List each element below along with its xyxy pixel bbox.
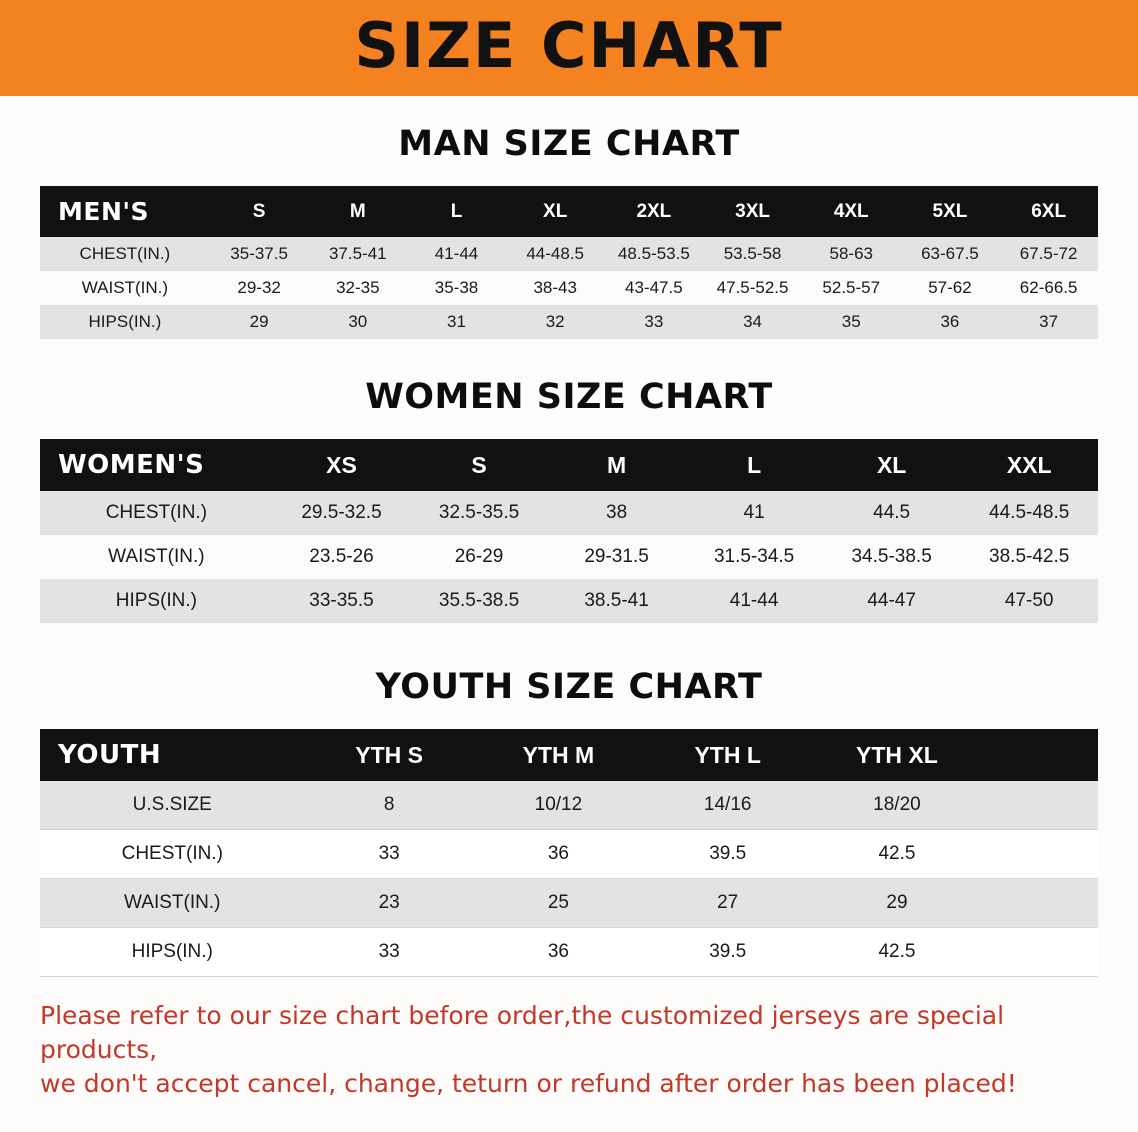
table-row	[40, 305, 1098, 339]
table-row	[40, 879, 1098, 928]
man-section-heading: MAN SIZE CHART	[398, 124, 740, 164]
women-cell: 38	[606, 502, 628, 523]
women-row-label-header: WOMEN'S	[58, 450, 205, 480]
youth-cell: 8	[383, 794, 395, 815]
man-cell: 30	[348, 312, 368, 331]
women-cell: 31.5-34.5	[713, 546, 795, 567]
table-row	[40, 535, 1098, 579]
women-cell: 38.5-42.5	[989, 546, 1070, 567]
youth-cell: 33	[378, 941, 400, 962]
table-header-row	[40, 729, 1098, 781]
man-cell: 36	[940, 312, 960, 331]
youth-cell: 25	[547, 892, 569, 913]
banner	[0, 0, 1138, 96]
youth-cell-spacer	[982, 879, 1098, 928]
women-cell: 26-29	[454, 546, 504, 567]
youth-cell: 36	[547, 843, 569, 864]
youth-cell-spacer	[982, 830, 1098, 879]
women-table-wrap	[0, 439, 1138, 623]
table-row	[40, 830, 1098, 879]
women-row-label: HIPS(IN.)	[115, 590, 198, 611]
man-cell: 32	[545, 312, 565, 331]
youth-cell: 18/20	[873, 794, 921, 815]
man-cell: 29-32	[237, 278, 281, 297]
women-cell: 47-50	[1004, 590, 1054, 611]
table-row	[40, 491, 1098, 535]
youth-col-header-spacer	[982, 729, 1098, 781]
women-col-header: XL	[876, 451, 907, 478]
man-cell: 62-66.5	[1019, 278, 1078, 297]
women-section-heading: WOMEN SIZE CHART	[365, 377, 773, 417]
man-cell: 52.5-57	[822, 278, 881, 297]
table-row	[40, 271, 1098, 305]
youth-row-label: CHEST(IN.)	[121, 843, 223, 864]
man-cell: 33	[644, 312, 664, 331]
man-cell: 31	[447, 312, 466, 331]
man-table-wrap	[0, 186, 1138, 339]
youth-cell: 14/16	[703, 794, 752, 815]
disclaimer-line-1: Please refer to our size chart before order,the customized jerseys are special products,	[40, 1001, 1005, 1064]
man-col-header: 5XL	[932, 200, 968, 222]
youth-section-heading: YOUTH SIZE CHART	[375, 667, 763, 707]
youth-size-table	[40, 729, 1098, 977]
youth-cell: 42.5	[878, 941, 916, 962]
youth-cell: 39.5	[709, 843, 747, 864]
women-cell: 32.5-35.5	[438, 502, 520, 523]
women-cell: 44.5	[873, 502, 911, 523]
youth-row-label: HIPS(IN.)	[131, 941, 213, 962]
women-cell: 38.5-41	[584, 590, 649, 611]
disclaimer-note	[40, 999, 1098, 1100]
women-row-label: CHEST(IN.)	[105, 502, 208, 523]
women-cell: 33-35.5	[309, 590, 374, 611]
man-col-header: L	[450, 200, 463, 222]
women-size-table	[40, 439, 1098, 623]
women-cell: 41-44	[729, 590, 779, 611]
women-col-header: L	[747, 451, 762, 478]
youth-cell: 36	[547, 941, 569, 962]
youth-col-header: YTH XL	[856, 741, 938, 768]
women-cell: 29.5-32.5	[301, 502, 382, 523]
man-cell: 47.5-52.5	[716, 278, 789, 297]
youth-row-label-header: YOUTH	[58, 740, 162, 770]
man-cell: 58-63	[829, 244, 873, 263]
man-col-header: 3XL	[735, 200, 770, 222]
man-row-label: HIPS(IN.)	[88, 312, 162, 331]
table-row	[40, 781, 1098, 830]
man-size-table	[40, 186, 1098, 339]
man-cell: 43-47.5	[625, 278, 683, 297]
man-cell: 35-37.5	[230, 244, 288, 263]
man-col-header: S	[252, 200, 266, 222]
women-cell: 44.5-48.5	[989, 502, 1070, 523]
man-col-header: XL	[543, 200, 568, 222]
man-cell: 35	[841, 312, 861, 331]
women-col-header: XS	[326, 451, 357, 478]
women-col-header: S	[471, 451, 487, 478]
youth-cell: 42.5	[878, 843, 916, 864]
man-cell: 67.5-72	[1019, 244, 1078, 263]
youth-col-header: YTH S	[355, 741, 424, 768]
youth-table-wrap	[0, 729, 1138, 977]
man-row-label: WAIST(IN.)	[81, 278, 169, 297]
man-cell: 35-38	[434, 278, 479, 297]
women-row-label: WAIST(IN.)	[108, 546, 205, 567]
page-title: SIZE CHART	[354, 9, 784, 82]
women-col-header: M	[606, 451, 627, 478]
youth-cell: 27	[717, 892, 739, 913]
youth-cell-spacer	[982, 781, 1098, 830]
disclaimer-line-2: we don't accept cancel, change, teturn or refund after order has been placed!	[40, 1068, 1017, 1098]
man-cell: 57-62	[928, 278, 972, 297]
man-cell: 37.5-41	[328, 244, 387, 263]
table-header-row	[40, 186, 1098, 237]
women-cell: 29-31.5	[584, 546, 649, 567]
youth-row-label: U.S.SIZE	[132, 794, 212, 815]
man-cell: 53.5-58	[723, 244, 782, 263]
man-col-header: 4XL	[833, 200, 869, 222]
table-header-row	[40, 439, 1098, 491]
table-row	[40, 928, 1098, 977]
youth-cell: 10/12	[534, 794, 583, 815]
man-cell: 63-67.5	[921, 244, 979, 263]
man-cell: 29	[249, 312, 269, 331]
man-cell: 41-44	[434, 244, 479, 263]
table-row	[40, 237, 1098, 271]
man-cell: 32-35	[336, 278, 380, 297]
man-cell: 37	[1039, 312, 1059, 331]
man-col-header: M	[349, 200, 366, 222]
table-row	[40, 579, 1098, 623]
man-col-header: 6XL	[1031, 200, 1067, 222]
youth-row-label: WAIST(IN.)	[124, 892, 221, 913]
youth-col-header: YTH L	[694, 741, 761, 768]
youth-cell: 23	[378, 892, 400, 913]
youth-cell: 33	[378, 843, 400, 864]
women-cell: 41	[743, 502, 765, 523]
women-cell: 44-47	[867, 590, 916, 611]
man-cell: 44-48.5	[526, 244, 585, 263]
women-cell: 23.5-26	[309, 546, 374, 567]
women-col-header: XXL	[1006, 451, 1052, 478]
man-row-label: CHEST(IN.)	[79, 244, 171, 263]
women-cell: 34.5-38.5	[851, 546, 932, 567]
man-cell: 48.5-53.5	[617, 244, 690, 263]
youth-cell-spacer	[982, 928, 1098, 977]
youth-col-header: YTH M	[522, 741, 595, 768]
man-row-label-header: MEN'S	[58, 197, 150, 226]
women-cell: 35.5-38.5	[438, 590, 520, 611]
youth-cell: 39.5	[709, 941, 747, 962]
man-cell: 34	[743, 312, 763, 331]
youth-cell: 29	[886, 892, 908, 913]
man-cell: 38-43	[533, 278, 577, 297]
man-col-header: 2XL	[636, 200, 672, 222]
